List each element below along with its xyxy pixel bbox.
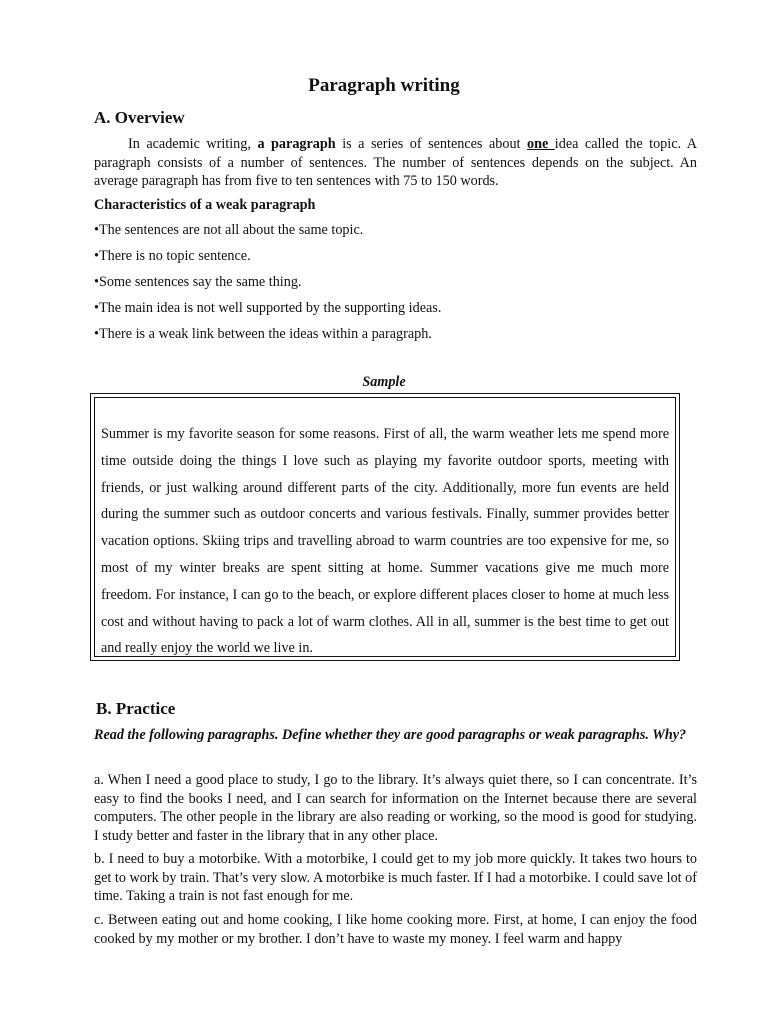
intro-text-bold: a paragraph xyxy=(257,136,336,152)
intro-text-post: idea called the topic. A paragraph consists of a number of sentences. The number of sentences depends on the subject. An average paragraph has from five to ten sentences with 75 to 150 words. xyxy=(94,136,698,189)
practice-heading: B. Practice xyxy=(96,699,176,718)
intro-text-pre: In academic writing, xyxy=(128,136,258,152)
overview-heading: A. Overview xyxy=(94,108,185,127)
weak-paragraph-heading: Characteristics of a weak paragraph xyxy=(94,197,316,213)
page-title: Paragraph writing xyxy=(308,75,460,96)
weak-bullet-4: •The main idea is not well supported by the supporting ideas. xyxy=(94,300,442,316)
practice-instruction: Read the following paragraphs. Define whether they are good paragraphs or weak paragraphs. Why? xyxy=(94,727,687,743)
practice-item-a: a. When I need a good place to study, I go to the library. It’s always quiet there, so I can concentrate. It’s easy to find the books I need, and I can search for information on the Internet because there are several computers. The other people in the library are also reading or working, so the mood is good for studying. I study better and faster in the library that in any other place. xyxy=(94,772,697,844)
intro-text-mid: is a series of sentences about xyxy=(335,136,527,152)
practice-item-b: b. I need to buy a motorbike. With a motorbike, I could get to my job more quickly. It takes two hours to get to work by train. That’s very slow. A motorbike is much faster. If I had a motorbike. I could save lot of time. Taking a train is not fast enough for me. xyxy=(94,851,697,904)
weak-bullet-1: •The sentences are not all about the same topic. xyxy=(94,222,364,238)
practice-item-c: c. Between eating out and home cooking, I like home cooking more. First, at home, I can enjoy the food cooked by my mother or my brother. I don’t have to waste my money. I feel warm and happy xyxy=(94,912,697,947)
sample-label: Sample xyxy=(362,374,406,390)
weak-bullet-3: •Some sentences say the same thing. xyxy=(94,274,302,290)
sample-text: Summer is my favorite season for some reasons. First of all, the warm weather lets me spend more time outside doing the things I love such as playing my favorite outdoor sports, meeting with friends, or just walking around different parts of the city. Additionally, more fun events are held during the summer such as outdoor concerts and various festivals. Finally, summer provides better vacation options. Skiing trips and travelling abroad to warm countries are too expensive for me, so most of my winter breaks are spent sitting at home. Summer vacations give me much more freedom. For instance, I can go to the beach, or explore different places closer to home at much less cost and without having to pack a lot of warm clothes. All in all, summer is the best time to get out and really enjoy the world we live in. xyxy=(94,397,676,657)
overview-intro-paragraph xyxy=(94,135,697,191)
intro-text-underline: one xyxy=(527,136,555,152)
weak-bullet-2: •There is no topic sentence. xyxy=(94,248,251,264)
weak-bullet-5: •There is a weak link between the ideas within a paragraph. xyxy=(94,326,432,342)
sample-box xyxy=(90,393,680,661)
